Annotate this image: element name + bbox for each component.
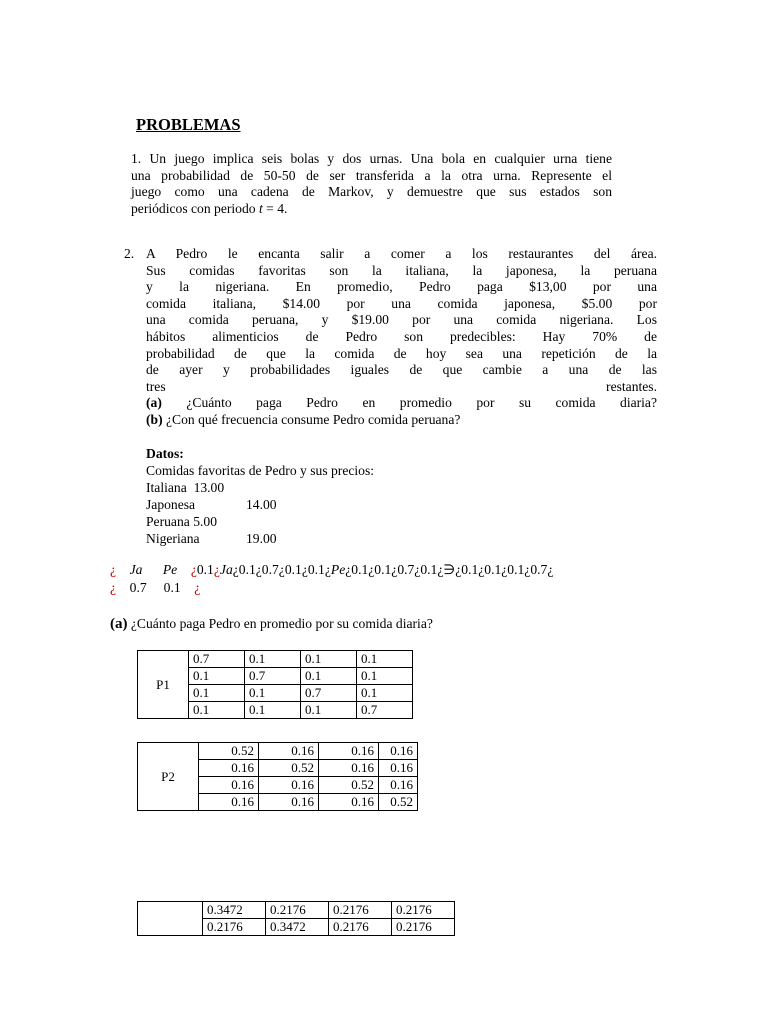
table-cell: 0.7 <box>245 668 301 685</box>
table-cell: 0.2176 <box>266 902 329 919</box>
matrix-p1 <box>137 650 413 719</box>
table-cell: 0.16 <box>259 794 319 811</box>
table-cell: 0.2176 <box>329 902 392 919</box>
problem-1-text: periódicos con periodo <box>131 200 259 216</box>
table-cell: 0.2176 <box>392 902 455 919</box>
question-a-text: ¿Cuánto paga Pedro en promedio por su comida diaria? <box>127 616 433 631</box>
question-a-label: (a) <box>146 395 162 411</box>
table-cell: 0.16 <box>379 760 418 777</box>
table-cell: 0.1 <box>357 685 413 702</box>
table-cell: 0.7 <box>357 702 413 719</box>
matrix-p3 <box>137 901 455 936</box>
table-cell: 0.3472 <box>203 902 266 919</box>
question-b-text: ¿Con qué frecuencia consume Pedro comida peruana? <box>162 411 461 427</box>
food-price: 5.00 <box>193 514 217 529</box>
problem-1 <box>131 151 612 217</box>
table-cell: 0.16 <box>319 794 379 811</box>
table-cell: 0.1 <box>189 668 245 685</box>
garbled-matrix-row-2 <box>110 580 200 597</box>
problem-2-line: una comida peruana, y $19.00 por una comida nigeriana. Los <box>146 312 657 328</box>
food-price: 14.00 <box>246 497 277 512</box>
problem-2-line: tres restantes. <box>146 378 657 394</box>
price-row <box>146 497 374 514</box>
table-cell: 0.16 <box>319 743 379 760</box>
matrix-p2 <box>137 742 418 811</box>
problem-2-line: probabilidad de que la comida de hoy sea una repetición de la <box>146 345 657 361</box>
matrix-label: P2 <box>138 743 199 811</box>
period-value: = 4. <box>262 200 288 216</box>
garbled-glyph: ¿ <box>110 580 117 595</box>
matrix-header: Ja <box>129 562 143 577</box>
table-cell: 0.16 <box>259 743 319 760</box>
table-cell: 0.7 <box>189 651 245 668</box>
problem-2-line: hábitos alimenticios de Pedro son predecibles: Hay 70% de <box>146 328 657 344</box>
table-cell: 0.52 <box>379 794 418 811</box>
problem-1-line: juego como una cadena de Markov, y demuestre que sus estados son <box>131 184 612 200</box>
table-cell: 0.1 <box>301 651 357 668</box>
garbled-value: ¿0.1¿0.7¿0.1¿0.1¿ <box>232 562 331 577</box>
matrix-header: Pe <box>162 562 178 577</box>
table-row <box>138 902 455 919</box>
table-cell: 0.16 <box>259 777 319 794</box>
price-row <box>146 531 374 548</box>
question-a <box>146 395 657 412</box>
question-a-label: (a) <box>110 616 128 632</box>
garbled-glyph: ¿ <box>194 580 201 595</box>
price-row <box>146 514 374 531</box>
table-cell: 0.1 <box>189 702 245 719</box>
price-row <box>146 480 374 497</box>
page-title: PROBLEMAS <box>136 115 241 134</box>
table-cell: 0.16 <box>379 777 418 794</box>
table-cell: 0.2176 <box>392 919 455 936</box>
garbled-value: ¿0.1¿0.1¿0.7¿0.1¿∋¿0.1¿0.1¿0.1¿0.7¿ <box>345 562 554 577</box>
food-price: 19.00 <box>246 531 277 546</box>
garbled-glyph: ¿ <box>190 562 197 577</box>
problem-2-line: A Pedro le encanta salir a comer a los restaurantes del área. <box>146 246 657 261</box>
table-cell: 0.52 <box>199 743 259 760</box>
table-cell: 0.16 <box>319 760 379 777</box>
problem-2-line: de ayer y probabilidades iguales de que cambie a una de las <box>146 362 657 378</box>
problem-1-line <box>131 201 612 218</box>
problem-2-line: y la nigeriana. En promedio, Pedro paga $13,00 por una <box>146 279 657 295</box>
garbled-value: 0.7 <box>129 580 147 595</box>
problem-1-line: una probabilidad de 50-50 de ser transferida a la otra urna. Represente el <box>131 167 612 183</box>
garbled-glyph: ¿ <box>213 562 220 577</box>
question-a-text: ¿Cuánto paga Pedro en promedio por su comida diaria? <box>161 395 657 411</box>
food-name: Peruana <box>146 514 190 529</box>
garbled-glyph: ¿ <box>110 562 117 577</box>
table-row <box>138 651 413 668</box>
table-cell: 0.52 <box>319 777 379 794</box>
matrix-label-empty <box>138 902 203 936</box>
table-cell: 0.1 <box>301 702 357 719</box>
table-cell: 0.16 <box>199 794 259 811</box>
table-cell: 0.52 <box>259 760 319 777</box>
question-a-heading <box>110 616 433 633</box>
food-name: Italiana <box>146 480 187 495</box>
table-cell: 0.16 <box>199 760 259 777</box>
question-b <box>146 412 657 429</box>
table-cell: 0.2176 <box>329 919 392 936</box>
problem-2-line: Sus comidas favoritas son la italiana, la japonesa, la peruana <box>146 262 657 278</box>
problem-2-line: comida italiana, $14.00 por una comida japonesa, $5.00 por <box>146 295 657 311</box>
table-cell: 0.1 <box>357 651 413 668</box>
garbled-value: 0.1 <box>163 580 181 595</box>
table-cell: 0.16 <box>379 743 418 760</box>
food-price: 13.00 <box>193 480 225 495</box>
table-cell: 0.1 <box>357 668 413 685</box>
matrix-header: Pe <box>330 562 346 577</box>
food-name: Nigeriana <box>146 531 200 546</box>
problem-2 <box>146 246 657 429</box>
datos-intro: Comidas favoritas de Pedro y sus precios: <box>146 463 375 478</box>
problem-1-line: 1. Un juego implica seis bolas y dos urnas. Una bola en cualquier urna tiene <box>131 151 612 166</box>
matrix-header: Ja <box>219 562 233 577</box>
table-cell: 0.16 <box>199 777 259 794</box>
table-cell: 0.7 <box>301 685 357 702</box>
table-cell: 0.1 <box>245 685 301 702</box>
period-variable: t <box>258 200 263 216</box>
table-cell: 0.1 <box>245 651 301 668</box>
datos-label: Datos: <box>146 446 184 461</box>
table-cell: 0.1 <box>189 685 245 702</box>
table-cell: 0.2176 <box>203 919 266 936</box>
table-cell: 0.1 <box>301 668 357 685</box>
garbled-matrix-row-1 <box>110 562 553 579</box>
table-cell: 0.3472 <box>266 919 329 936</box>
question-b-label: (b) <box>146 411 163 427</box>
food-name: Japonesa <box>146 497 196 512</box>
matrix-label: P1 <box>138 651 189 719</box>
garbled-value: 0.1 <box>196 562 214 577</box>
table-row <box>138 743 418 760</box>
table-cell: 0.1 <box>245 702 301 719</box>
datos-section <box>146 446 374 548</box>
problem-2-number: 2. <box>124 246 135 261</box>
